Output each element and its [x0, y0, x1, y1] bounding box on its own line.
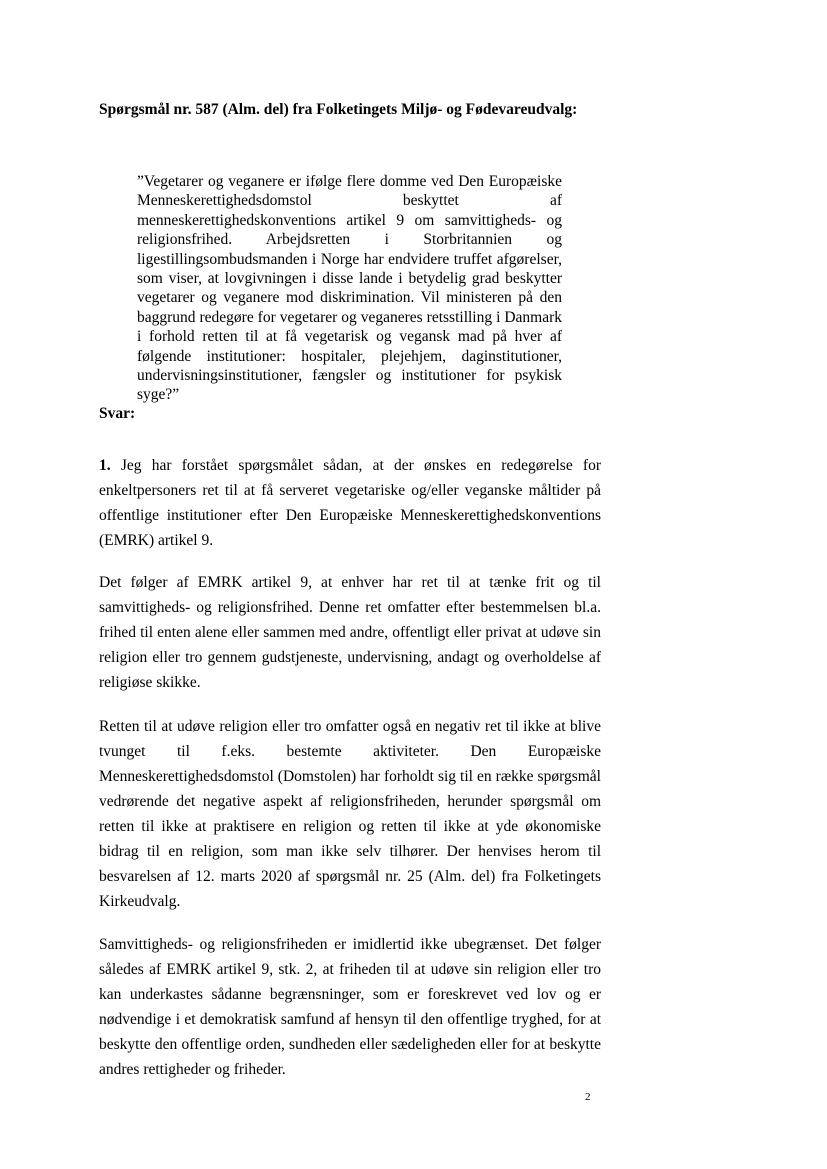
- answer-paragraph-1: [99, 453, 601, 553]
- answer-paragraph-1-text: Jeg har forstået spørgsmålet sådan, at der ønskes en redegørelse for enkeltpersoners ret til at få serveret vegetariske og/eller veganske måltider på offentlige institutioner efter Den Europæiske Menneskerettighedskonventions (EMRK) artikel 9.: [99, 457, 601, 549]
- question-heading: Spørgsmål nr. 587 (Alm. del) fra Folketingets Miljø- og Fødevareudvalg:: [99, 101, 578, 118]
- section-number: 1.: [99, 457, 111, 474]
- answer-label: Svar:: [99, 405, 136, 422]
- page-number: 2: [585, 1091, 591, 1103]
- answer-paragraph-3: Retten til at udøve religion eller tro omfatter også en negativ ret til ikke at blive tvunget til f.eks. bestemte aktiviteter. Den Europæiske Menneskerettighedsdomstol (Domstolen) har forholdt sig til en række spørgsmål vedrørende det negative aspekt af religionsfriheden, herunder spørgsmål om retten til ikke at praktisere en religion og retten til ikke at yde økonomiske bidrag til en religion, som man ikke selv tilhører. Der henvises herom til besvarelsen af 12. marts 2020 af spørgsmål nr. 25 (Alm. del) fra Folketingets Kirkeudvalg.: [99, 718, 601, 910]
- answer-paragraph-2: Det følger af EMRK artikel 9, at enhver har ret til at tænke frit og til samvittigheds- og religionsfrihed. Denne ret omfatter efter bestemmelsen bl.a. frihed til enten alene eller sammen med andre, offentligt eller privat at udøve sin religion eller tro gennem gudstjeneste, undervisning, andagt og overholdelse af religiøse skikke.: [99, 574, 601, 691]
- answer-paragraph-4: Samvittigheds- og religionsfriheden er imidlertid ikke ubegrænset. Det følger således af EMRK artikel 9, stk. 2, at friheden til at udøve sin religion eller tro kan underkastes sådanne begrænsninger, som er foreskrevet ved lov og er nødvendige i et demokratisk samfund af hensyn til den offentlige tryghed, for at beskytte den offentlige orden, sundheden eller sædeligheden eller for at beskytte andres rettigheder og friheder.: [99, 936, 601, 1078]
- question-quote: ”Vegetarer og veganere er ifølge flere domme ved Den Europæiske Menneskerettighedsdomstol beskyttet af menneskerettighedskonventions artikel 9 om samvittigheds- og religionsfrihed. Arbejdsretten i Storbritannien og ligestillingsombudsmanden i Norge har endvidere truffet afgørelser, som viser, at lovgivningen i disse lande i betydelig grad beskytter vegetarer og veganere mod diskrimination. Vil ministeren på den baggrund redegøre for vegetarer og veganeres retsstilling i Danmark i forhold retten til at få vegetarisk og vegansk mad på hver af følgende institutioner: hospitaler, plejehjem, daginstitutioner, undervisningsinstitutioner, fængsler og institutioner for psykisk syge?”: [137, 173, 562, 404]
